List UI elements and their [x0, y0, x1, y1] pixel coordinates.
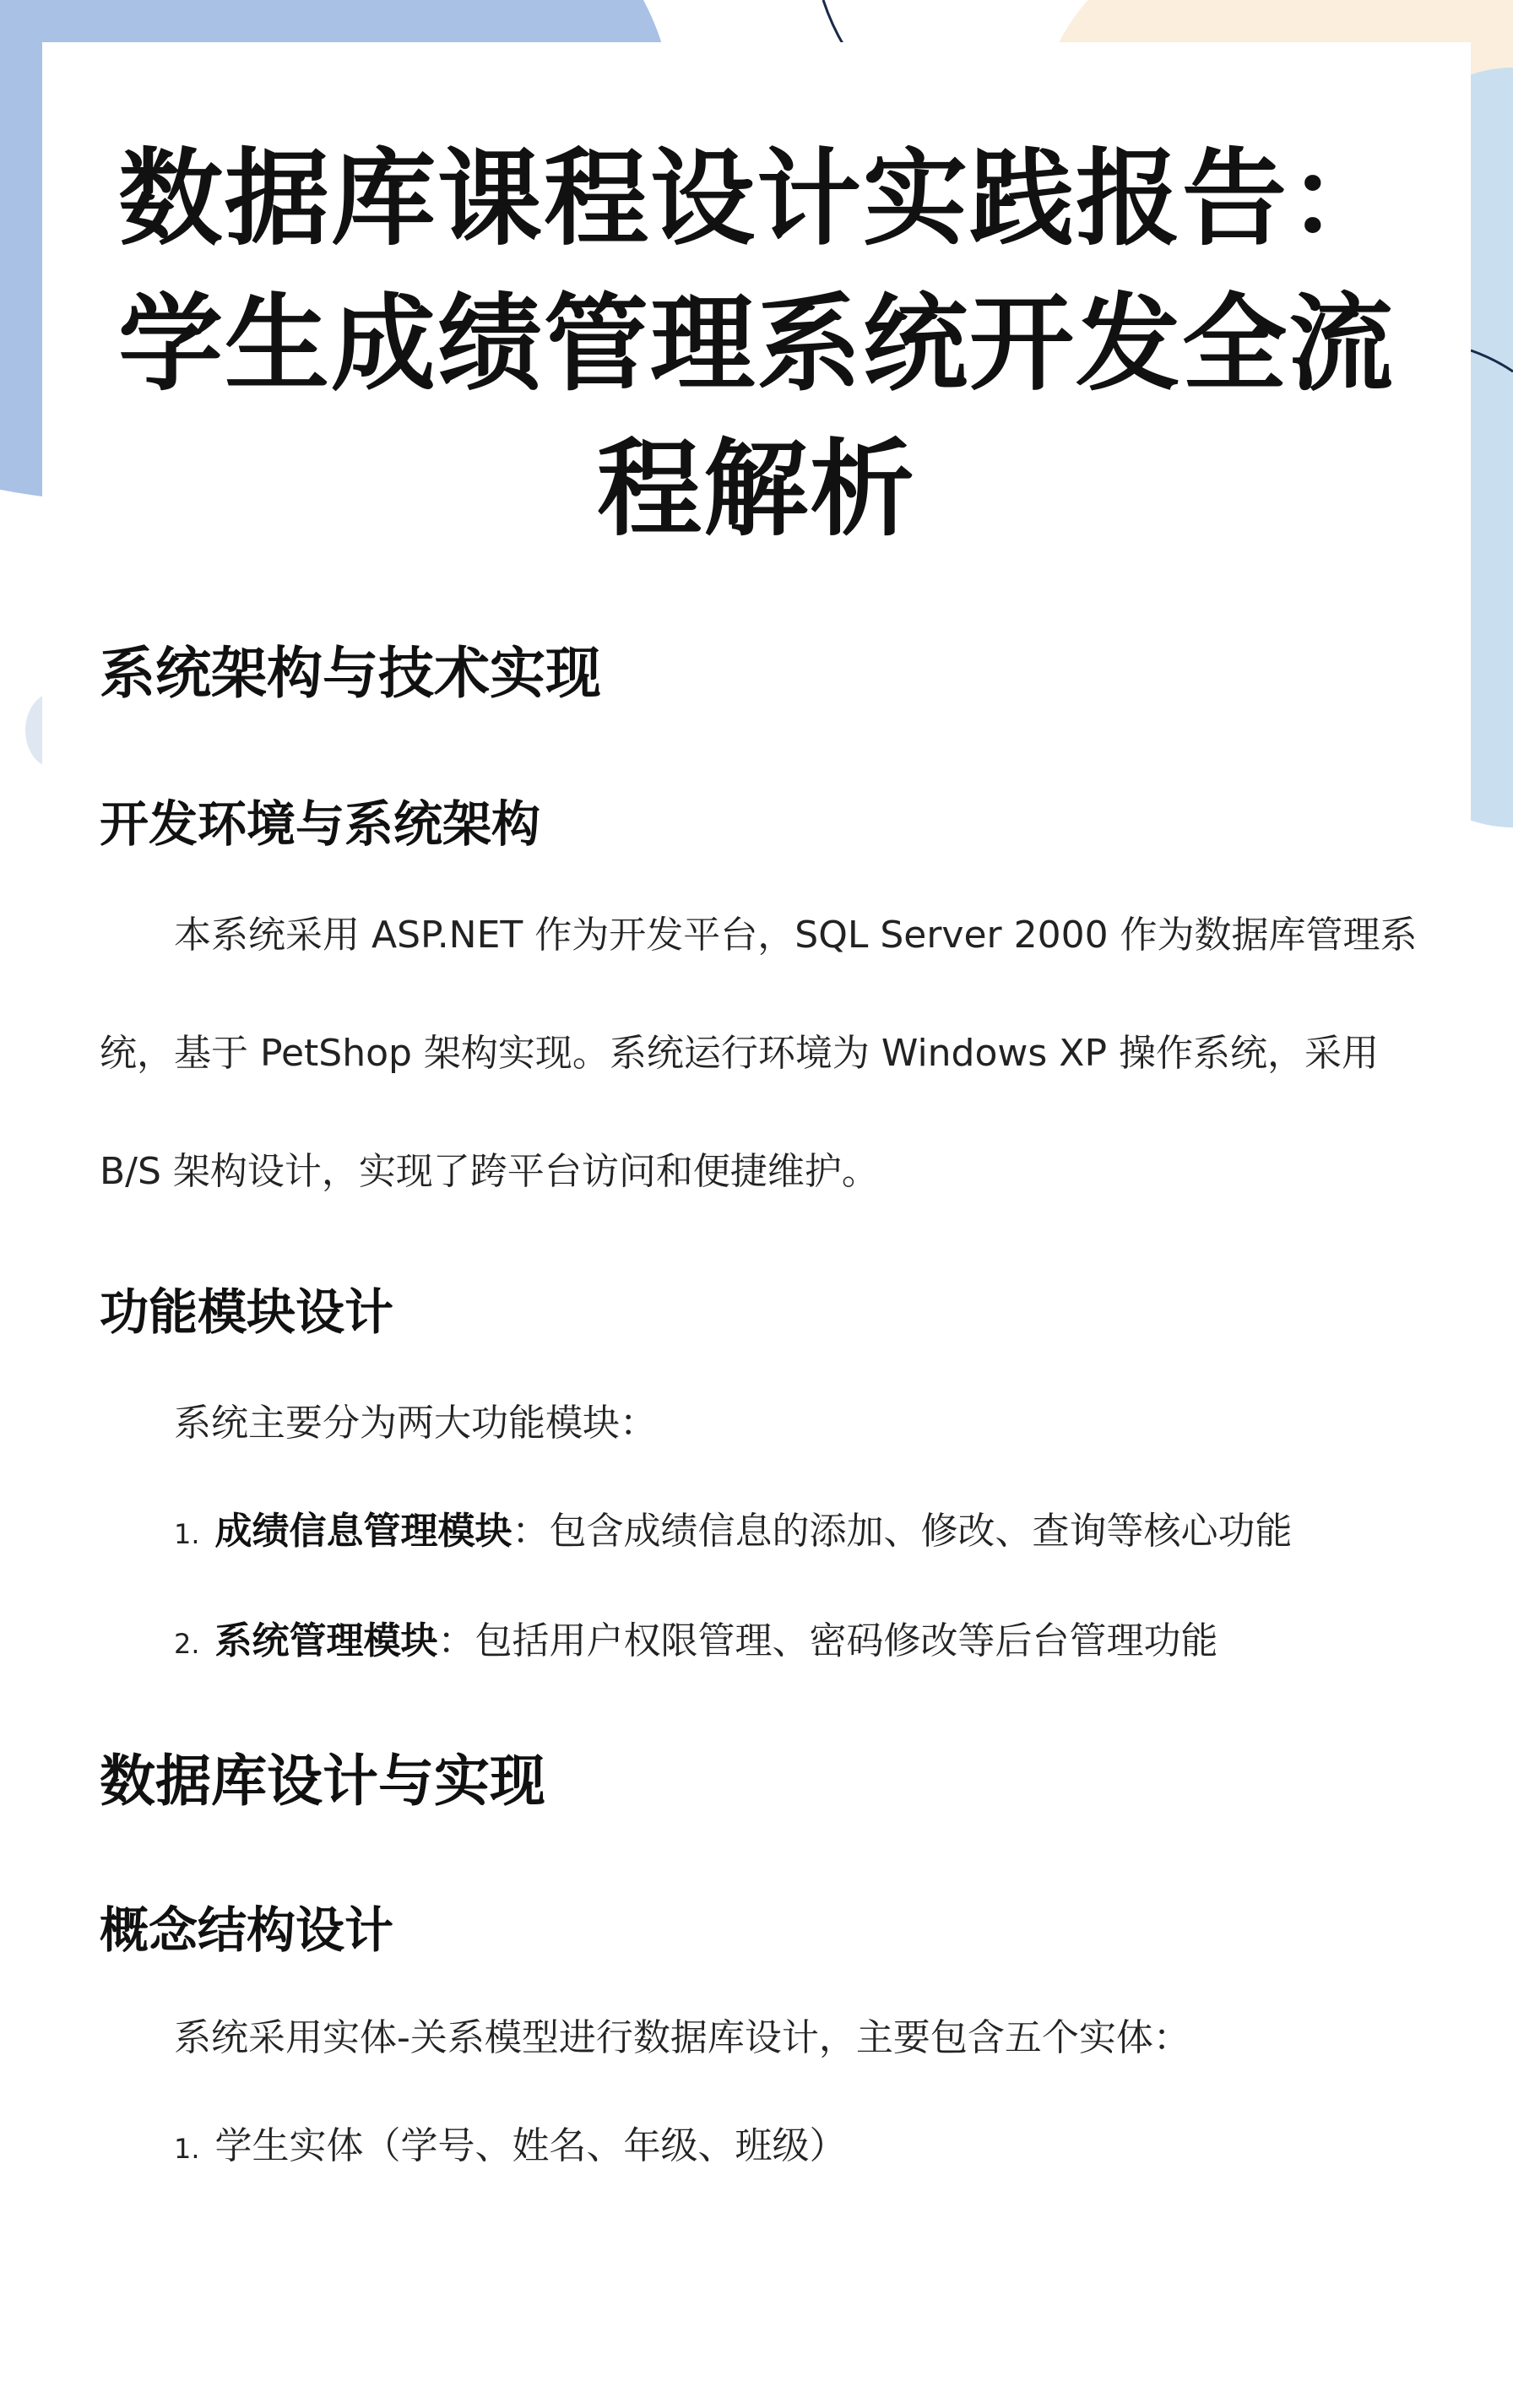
list-item [174, 2119, 847, 2176]
section-heading-architecture: 系统架构与技术实现 [100, 641, 601, 706]
list-term: 成绩信息管理模块 [214, 1510, 512, 1553]
list-item [174, 1505, 1293, 1561]
list-text: 学生实体（学号、姓名、年级、班级） [214, 2124, 847, 2167]
section-heading-database: 数据库设计与实现 [100, 1749, 545, 1814]
subsection-heading-modules: 功能模块设计 [100, 1283, 394, 1341]
list-number: 2. [174, 1628, 200, 1660]
list-text: ：包括用户权限管理、密码修改等后台管理功能 [437, 1619, 1218, 1662]
subsection-heading-environment: 开发环境与系统架构 [100, 795, 541, 853]
conceptual-intro: 系统采用实体-关系模型进行数据库设计，主要包含五个实体： [174, 2016, 1190, 2059]
list-number: 1. [174, 1518, 200, 1550]
modules-intro: 系统主要分为两大功能模块： [174, 1402, 657, 1445]
list-term: 系统管理模块 [214, 1619, 438, 1662]
list-number: 1. [174, 2133, 200, 2165]
subsection-heading-conceptual: 概念结构设计 [100, 1901, 394, 1959]
list-item [174, 1614, 1218, 1671]
list-text: ：包含成绩信息的添加、修改、查询等核心功能 [512, 1510, 1293, 1553]
environment-paragraph: 本系统采用 ASP.NET 作为开发平台，SQL Server 2000 作为数据库管理系统，基于 PetShop 架构实现。系统运行环境为 Windows XP 操作系统，采用 B/S 架构设计，实现了跨平台访问和便捷维护。 [100, 914, 1418, 1193]
document-title: 数据库课程设计实践报告：学生成绩管理系统开发全流程解析 [117, 138, 1395, 550]
